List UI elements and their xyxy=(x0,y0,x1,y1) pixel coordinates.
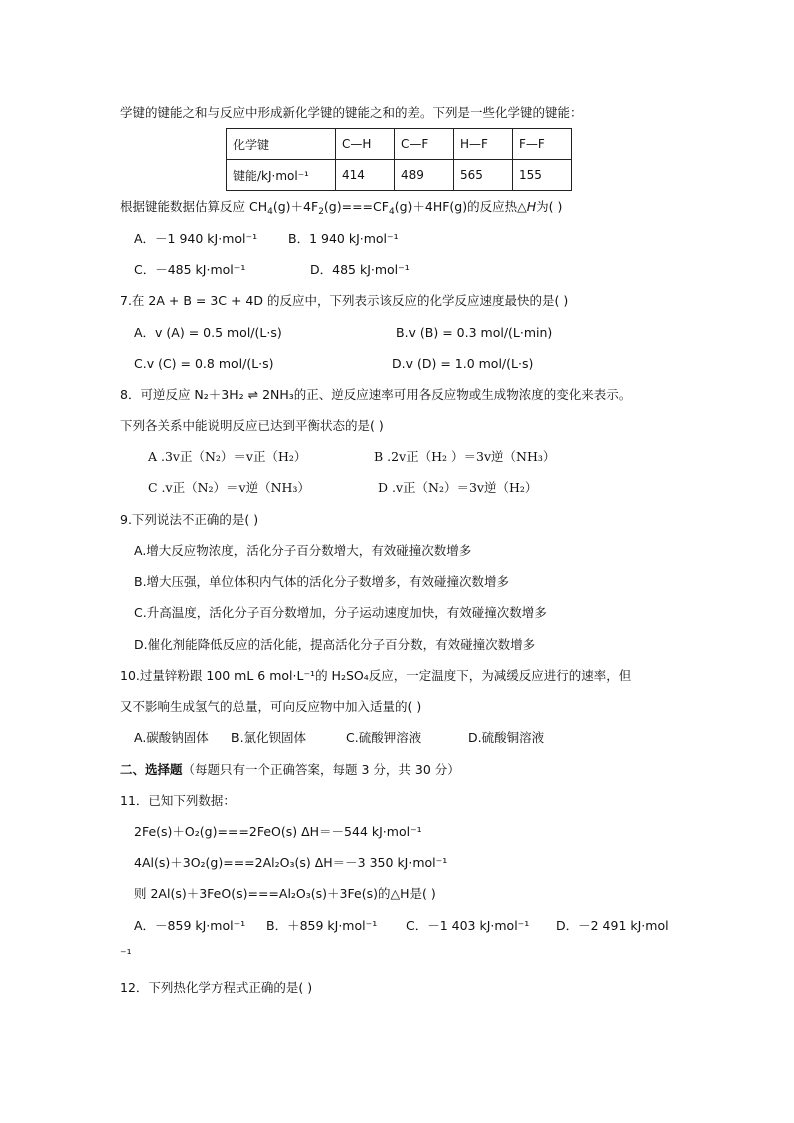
q11-option-c: C．－1 403 kJ·mol⁻¹ xyxy=(406,918,530,933)
q6-stem-part: (g)===CF xyxy=(323,199,389,214)
q6-option-d: D．485 kJ·mol⁻¹ xyxy=(310,262,410,277)
section-heading xyxy=(120,761,460,779)
q11-equation-1: 2Fe(s)＋O₂(g)===2FeO(s) ΔH＝－544 kJ·mol⁻¹ xyxy=(134,824,422,839)
q11-option-d-wrap: ⁻¹ xyxy=(120,946,132,961)
q8-option-b: B .2v正（H₂ ）＝3v逆（NH₃） xyxy=(374,449,556,464)
table-header-cell: C—H xyxy=(336,129,395,160)
table-row xyxy=(227,160,572,191)
subscript: 4 xyxy=(267,207,273,217)
table-header-cell: H—F xyxy=(454,129,513,160)
q7-stem: 7.在 2A + B = 3C + 4D 的反应中，下列表示该反应的化学反应速度最快的是( ) xyxy=(120,293,569,308)
q10-option-b: B.氯化钡固体 xyxy=(231,730,307,745)
q10-stem-line2: 又不影响生成氢气的总量，可向反应物中加入适量的( ) xyxy=(120,699,422,714)
q11-equation-2: 4Al(s)＋3O₂(g)===2Al₂O₃(s) ΔH＝－3 350 kJ·mol⁻¹ xyxy=(134,855,448,870)
q8-stem-line1: 8．可逆反应 N₂＋3H₂ ⇌ 2NH₃的正、逆反应速率可用各反应物或生成物浓度的变化来表示。 xyxy=(120,387,632,402)
q7-option-c: C.v (C) = 0.8 mol/(L·s) xyxy=(134,356,274,371)
subscript: 4 xyxy=(388,207,395,217)
table-cell: 565 xyxy=(454,160,513,191)
q8-stem-line2: 下列各关系中能说明反应已达到平衡状态的是( ) xyxy=(120,418,384,433)
table-header-row xyxy=(227,129,572,160)
section-title: 二、选择题 xyxy=(120,762,183,777)
table-header-cell: C—F xyxy=(395,129,454,160)
q10-option-d: D.硫酸铜溶液 xyxy=(468,730,545,745)
intro-line: 学键的键能之和与反应中形成新化学键的键能之和的差。下列是一些化学键的键能： xyxy=(120,105,583,120)
q9-option-a: A.增大反应物浓度，活化分子百分数增大，有效碰撞次数增多 xyxy=(134,543,472,558)
q12-stem: 12．下列热化学方程式正确的是( ) xyxy=(120,980,313,995)
q6-option-a: A．－1 940 kJ·mol⁻¹ xyxy=(134,231,258,246)
q11-stem: 11．已知下列数据： xyxy=(120,793,236,808)
section-note: （每题只有一个正确答案，每题 3 分，共 30 分） xyxy=(182,762,460,777)
italic-h: H xyxy=(526,199,537,214)
table-header-cell: F—F xyxy=(513,129,572,160)
q6-option-c: C．－485 kJ·mol⁻¹ xyxy=(134,262,246,277)
bond-energy-table xyxy=(226,128,572,191)
q11-ask: 则 2Al(s)＋3FeO(s)===Al₂O₃(s)＋3Fe(s)的△H是( ) xyxy=(134,886,436,901)
table-cell: 155 xyxy=(513,160,572,191)
q6-option-b: B．1 940 kJ·mol⁻¹ xyxy=(288,231,399,246)
q10-stem-line1: 10.过量锌粉跟 100 mL 6 mol·L⁻¹的 H₂SO₄反应，一定温度下，为减缓反应进行的速率，但 xyxy=(120,668,632,683)
q6-stem-part: (g)＋4F xyxy=(272,199,319,214)
q7-option-b: B.v (B) = 0.3 mol/(L·min) xyxy=(396,325,553,340)
q11-option-a: A．－859 kJ·mol⁻¹ xyxy=(134,918,246,933)
table-cell: 489 xyxy=(395,160,454,191)
q11-option-b: B．＋859 kJ·mol⁻¹ xyxy=(266,918,378,933)
q8-option-c: C .v正（N₂）＝v逆（NH₃） xyxy=(148,480,310,495)
q6-stem-part: 为( ) xyxy=(536,199,563,214)
q6-stem-part: 根据键能数据估算反应 CH xyxy=(120,199,268,214)
q9-option-c: C.升高温度，活化分子百分数增加，分子运动速度加快，有效碰撞次数增多 xyxy=(134,605,547,620)
q6-stem xyxy=(120,198,562,221)
q9-option-d: D.催化剂能降低反应的活化能，提高活化分子百分数，有效碰撞次数增多 xyxy=(134,637,536,652)
subscript: 2 xyxy=(318,207,324,217)
table-row-label: 键能/kJ·mol⁻¹ xyxy=(227,160,336,191)
q6-stem-part: (g)＋4HF(g)的反应热△ xyxy=(394,199,527,214)
q10-option-c: C.硫酸钾溶液 xyxy=(346,730,422,745)
q11-option-d: D．－2 491 kJ·mol xyxy=(556,918,669,933)
q10-option-a: A.碳酸钠固体 xyxy=(134,730,209,745)
q8-option-d: D .v正（N₂）＝3v逆（H₂） xyxy=(378,480,538,495)
q7-option-d: D.v (D) = 1.0 mol/(L·s) xyxy=(392,356,534,371)
table-header-cell: 化学键 xyxy=(227,129,336,160)
table-cell: 414 xyxy=(336,160,395,191)
q9-option-b: B.增大压强，单位体积内气体的活化分子数增多，有效碰撞次数增多 xyxy=(134,574,510,589)
q7-option-a: A．v (A) = 0.5 mol/(L·s) xyxy=(134,325,282,340)
q8-option-a: A .3v正（N₂）＝v正（H₂） xyxy=(148,449,307,464)
q9-stem: 9.下列说法不正确的是( ) xyxy=(120,512,259,527)
